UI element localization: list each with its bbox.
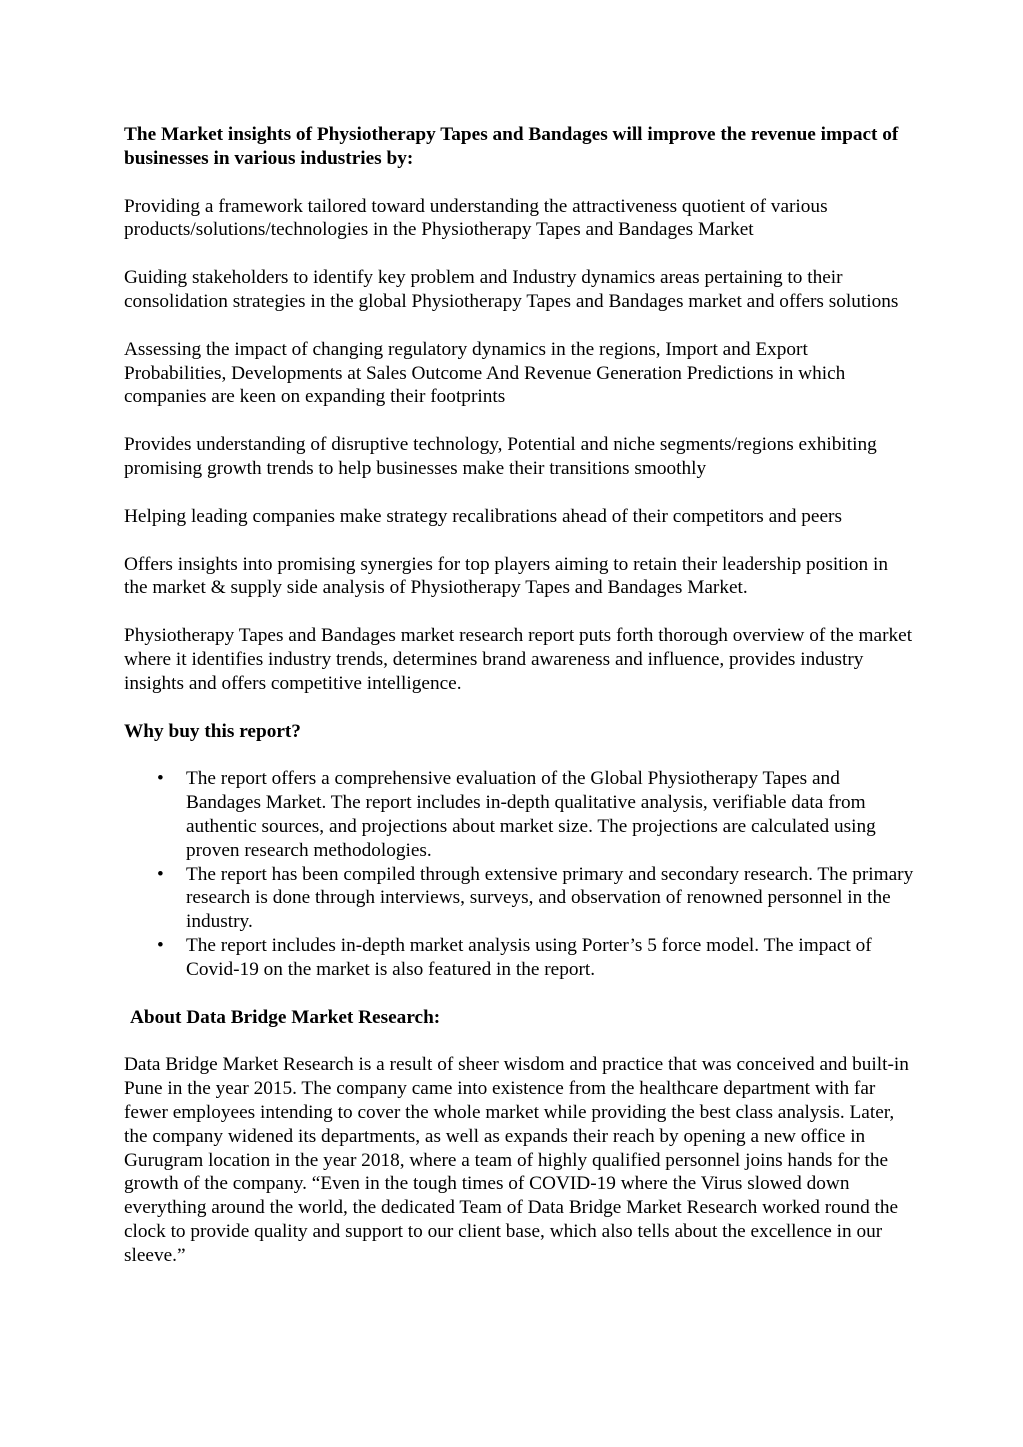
bullet-icon: • — [157, 863, 164, 885]
paragraph-stakeholders: Guiding stakeholders to identify key problem and Industry dynamics areas pertaining to their consolidation strategies in the global Physiotherapy Tapes and Bandages market and offers solutions — [124, 267, 899, 312]
list-item — [124, 934, 914, 982]
why-buy-heading: Why buy this report? — [124, 720, 301, 742]
list-item-text: The report has been compiled through extensive primary and secondary research. The primary research is done through interviews, surveys, and observation of renowned personnel in the industry. — [186, 863, 914, 933]
paragraph-disruptive-technology: Provides understanding of disruptive technology, Potential and niche segments/regions exhibiting promising growth trends to help businesses make their transitions smoothly — [124, 434, 877, 479]
bullet-icon: • — [157, 934, 164, 956]
paragraph-report-overview: Physiotherapy Tapes and Bandages market research report puts forth thorough overview of the market where it identifies industry trends, determines brand awareness and influence, provides industry insights and offers competitive intelligence. — [124, 625, 913, 694]
about-paragraph: Data Bridge Market Research is a result of sheer wisdom and practice that was conceived and built-in Pune in the year 2015. The company came into existence from the healthcare department with far fewer employees intending to cover the whole market while providing the best class analysis. Later, the company widened its departments, as well as expands their reach by opening a new office in Gurugram location in the year 2018, where a team of highly qualified personnel joins hands for the growth of the company. “Even in the tough times of COVID-19 where the Virus slowed down everything around the world, the dedicated Team of Data Bridge Market Research worked round the clock to provide quality and support to our client base, which also tells about the excellence in our sleeve.” — [124, 1054, 909, 1266]
paragraph-strategy-recalibrations: Helping leading companies make strategy recalibrations ahead of their competitors and peers — [124, 505, 842, 527]
list-item-text: The report offers a comprehensive evaluation of the Global Physiotherapy Tapes and Bandages Market. The report includes in-depth qualitative analysis, verifiable data from authentic sources, and projections about market size. The projections are calculated using proven research methodologies. — [186, 768, 876, 861]
paragraph-framework: Providing a framework tailored toward understanding the attractiveness quotient of various products/solutions/technologies in the Physiotherapy Tapes and Bandages Market — [124, 195, 828, 241]
bullet-icon: • — [157, 768, 164, 790]
why-buy-list — [124, 767, 914, 981]
list-item — [124, 767, 914, 862]
intro-heading: The Market insights of Physiotherapy Tapes and Bandages will improve the revenue impact of businesses in various industries by: — [124, 124, 899, 169]
list-item — [124, 863, 914, 934]
paragraph-synergies: Offers insights into promising synergies for top players aiming to retain their leadership position in the market & supply side analysis of Physiotherapy Tapes and Bandages Market. — [124, 553, 888, 599]
document-page — [124, 123, 914, 1267]
list-item-text: The report includes in-depth market analysis using Porter’s 5 force model. The impact of Covid-19 on the market is also featured in the report. — [186, 934, 872, 980]
paragraph-regulatory: Assessing the impact of changing regulatory dynamics in the regions, Import and Export Probabilities, Developments at Sales Outcome And Revenue Generation Predictions in which companies are keen on expanding their footprints — [124, 338, 846, 408]
about-heading: About Data Bridge Market Research: — [130, 1006, 441, 1028]
